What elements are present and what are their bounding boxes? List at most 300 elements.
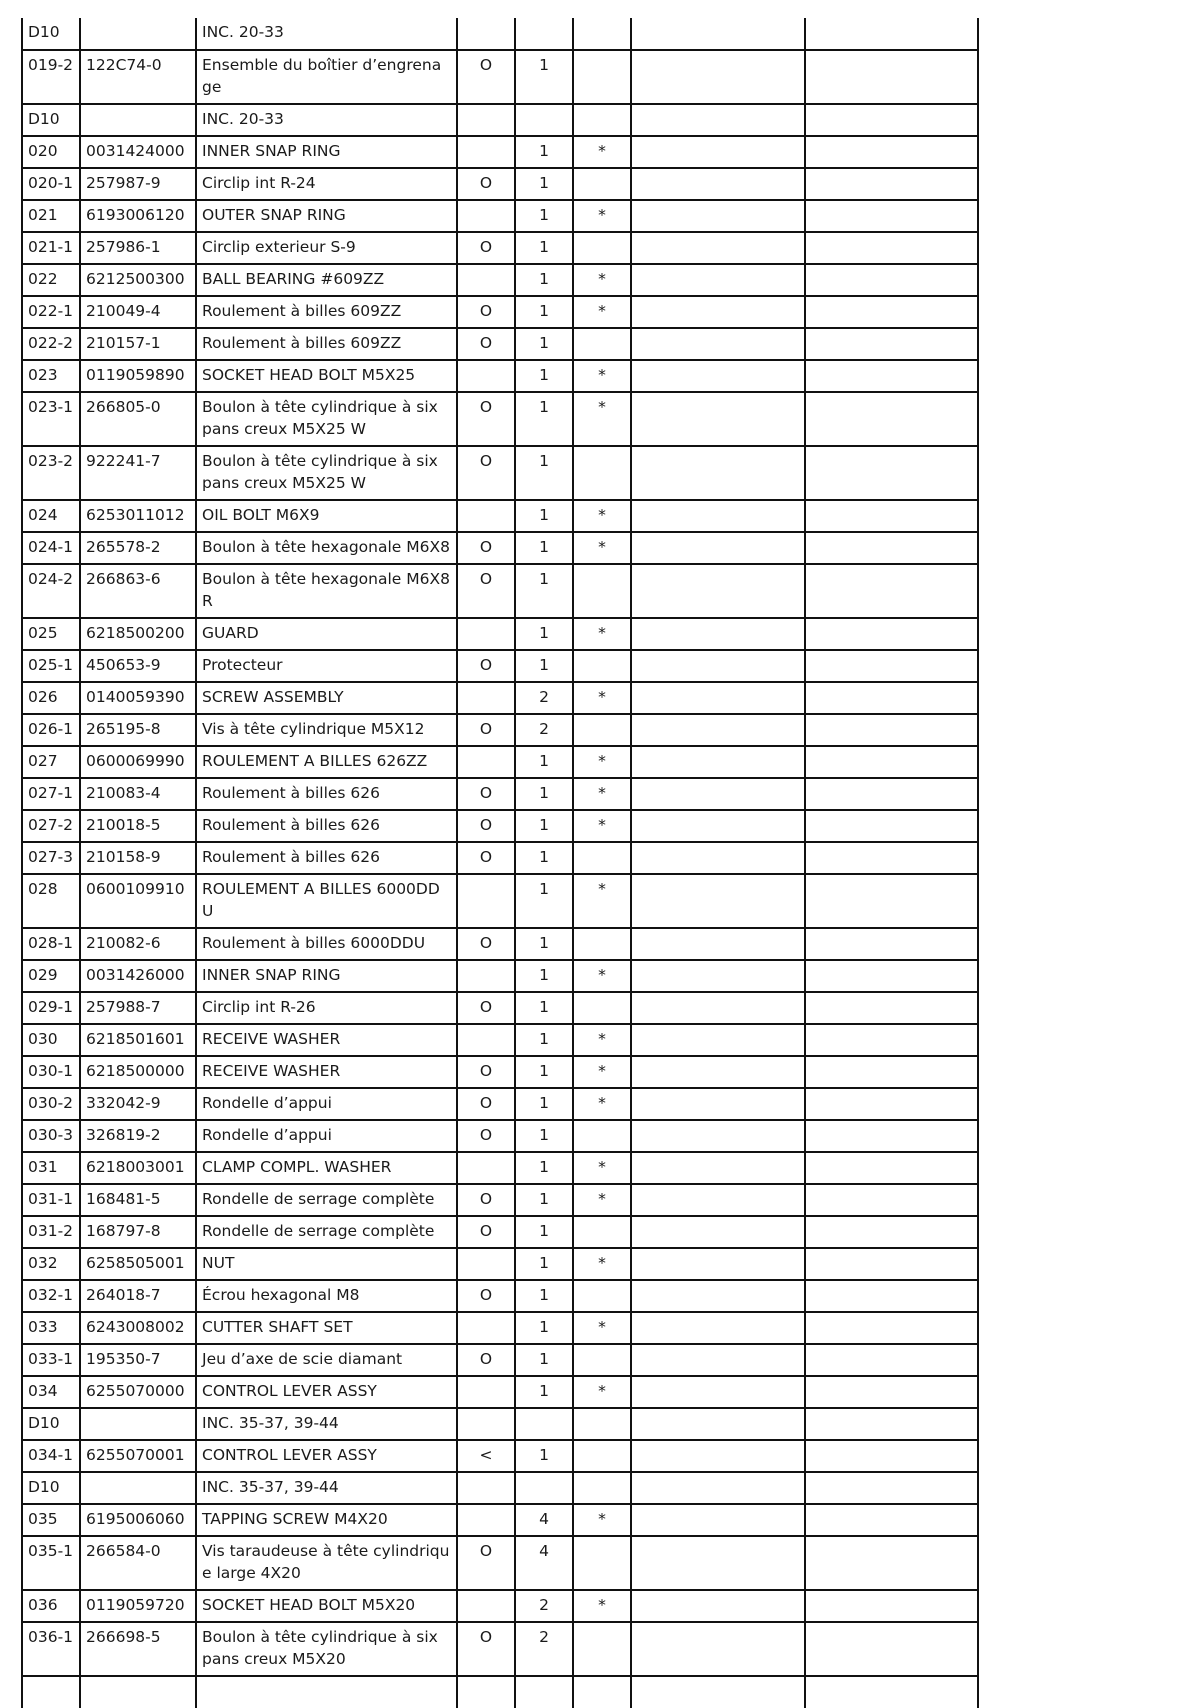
table-row	[22, 168, 978, 200]
part-code-cell: 6193006120	[80, 200, 196, 232]
part-code-cell: 265578-2	[80, 532, 196, 564]
empty-cell	[805, 50, 978, 104]
table-row	[22, 1216, 978, 1248]
mark-cell: *	[573, 874, 631, 928]
part-code-cell: 6195006060	[80, 1504, 196, 1536]
option-cell	[457, 746, 515, 778]
mark-cell	[573, 1408, 631, 1440]
item-number-cell: 030	[22, 1024, 80, 1056]
item-number-cell: 023-2	[22, 446, 80, 500]
description-cell: INC. 35-37, 39-44	[196, 1472, 457, 1504]
description-cell: GUARD	[196, 618, 457, 650]
item-number-cell: 020-1	[22, 168, 80, 200]
part-code-cell: 6212500300	[80, 264, 196, 296]
option-cell	[457, 1376, 515, 1408]
table-row	[22, 874, 978, 928]
empty-cell	[805, 1472, 978, 1504]
option-cell: O	[457, 328, 515, 360]
mark-cell: *	[573, 1590, 631, 1622]
mark-cell	[573, 1120, 631, 1152]
empty-cell	[631, 392, 805, 446]
empty-cell	[631, 360, 805, 392]
item-number-cell: 024-2	[22, 564, 80, 618]
quantity-cell	[515, 1472, 573, 1504]
table-row	[22, 1376, 978, 1408]
description-cell: OIL BOLT M6X9	[196, 500, 457, 532]
empty-cell	[631, 168, 805, 200]
description-cell: INC. 35-37, 39-44	[196, 1408, 457, 1440]
mark-cell: *	[573, 1312, 631, 1344]
table-row	[22, 392, 978, 446]
description-cell: Rondelle de serrage complète	[196, 1184, 457, 1216]
table-row	[22, 618, 978, 650]
table-row	[22, 960, 978, 992]
empty-cell	[631, 1536, 805, 1590]
quantity-cell: 1	[515, 168, 573, 200]
mark-cell: *	[573, 682, 631, 714]
part-code-cell: 6218501601	[80, 1024, 196, 1056]
empty-cell	[631, 746, 805, 778]
part-code-cell: 210018-5	[80, 810, 196, 842]
option-cell: O	[457, 532, 515, 564]
table-row	[22, 1024, 978, 1056]
quantity-cell: 1	[515, 232, 573, 264]
item-number-cell: 026-1	[22, 714, 80, 746]
option-cell	[457, 104, 515, 136]
empty-cell	[631, 1120, 805, 1152]
empty-cell	[805, 1056, 978, 1088]
mark-cell	[573, 1216, 631, 1248]
option-cell: O	[457, 1280, 515, 1312]
table-row	[22, 1536, 978, 1590]
empty-cell	[631, 532, 805, 564]
description-cell: SOCKET HEAD BOLT M5X25	[196, 360, 457, 392]
table-row	[22, 50, 978, 104]
quantity-cell: 2	[515, 1590, 573, 1622]
part-code-cell: 265195-8	[80, 714, 196, 746]
option-cell	[457, 1024, 515, 1056]
quantity-cell: 1	[515, 1312, 573, 1344]
option-cell: O	[457, 714, 515, 746]
part-code-cell: 257986-1	[80, 232, 196, 264]
empty-cell	[805, 1024, 978, 1056]
description-cell: Boulon à tête cylindrique à six pans creux M5X25 W	[196, 392, 457, 446]
empty-cell	[515, 1676, 573, 1708]
option-cell	[457, 1590, 515, 1622]
table-row	[22, 328, 978, 360]
part-code-cell: 122C74-0	[80, 50, 196, 104]
empty-cell	[631, 1056, 805, 1088]
mark-cell	[573, 1440, 631, 1472]
empty-cell	[805, 1152, 978, 1184]
empty-cell	[631, 264, 805, 296]
option-cell: O	[457, 992, 515, 1024]
table-row	[22, 1120, 978, 1152]
empty-cell	[805, 1344, 978, 1376]
quantity-cell: 1	[515, 1120, 573, 1152]
option-cell	[457, 1472, 515, 1504]
description-cell: Circlip int R-26	[196, 992, 457, 1024]
quantity-cell: 1	[515, 1248, 573, 1280]
empty-cell	[631, 328, 805, 360]
table-row	[22, 500, 978, 532]
quantity-cell: 1	[515, 778, 573, 810]
empty-cell	[631, 960, 805, 992]
option-cell: O	[457, 1088, 515, 1120]
option-cell	[457, 618, 515, 650]
empty-cell	[631, 500, 805, 532]
table-row	[22, 200, 978, 232]
table-row	[22, 104, 978, 136]
empty-cell	[805, 960, 978, 992]
item-number-cell: 024	[22, 500, 80, 532]
empty-cell	[631, 714, 805, 746]
mark-cell	[573, 446, 631, 500]
option-cell: O	[457, 1056, 515, 1088]
item-number-cell: 035-1	[22, 1536, 80, 1590]
empty-cell	[631, 446, 805, 500]
empty-cell	[631, 810, 805, 842]
empty-cell	[805, 1312, 978, 1344]
part-code-cell: 266863-6	[80, 564, 196, 618]
part-code-cell: 450653-9	[80, 650, 196, 682]
empty-cell	[631, 1312, 805, 1344]
empty-cell	[631, 842, 805, 874]
empty-cell	[805, 928, 978, 960]
table-row	[22, 1184, 978, 1216]
option-cell	[457, 874, 515, 928]
option-cell: O	[457, 1184, 515, 1216]
empty-cell	[805, 1676, 978, 1708]
mark-cell: *	[573, 392, 631, 446]
empty-cell	[631, 1408, 805, 1440]
option-cell	[457, 1312, 515, 1344]
quantity-cell: 1	[515, 992, 573, 1024]
description-cell: Roulement à billes 609ZZ	[196, 328, 457, 360]
quantity-cell: 1	[515, 810, 573, 842]
table-row	[22, 18, 978, 50]
item-number-cell: 025-1	[22, 650, 80, 682]
empty-cell	[805, 264, 978, 296]
empty-cell	[805, 746, 978, 778]
empty-cell	[805, 682, 978, 714]
item-number-cell: 032-1	[22, 1280, 80, 1312]
description-cell: CONTROL LEVER ASSY	[196, 1376, 457, 1408]
item-number-cell: 019-2	[22, 50, 80, 104]
empty-cell	[805, 1280, 978, 1312]
item-number-cell: 023	[22, 360, 80, 392]
quantity-cell: 1	[515, 500, 573, 532]
option-cell	[457, 1504, 515, 1536]
mark-cell	[573, 328, 631, 360]
mark-cell: *	[573, 778, 631, 810]
empty-cell	[805, 1536, 978, 1590]
empty-cell	[631, 564, 805, 618]
description-cell: Boulon à tête hexagonale M6X8	[196, 532, 457, 564]
empty-cell	[631, 1152, 805, 1184]
description-cell: Roulement à billes 609ZZ	[196, 296, 457, 328]
empty-cell	[805, 842, 978, 874]
option-cell: O	[457, 778, 515, 810]
empty-cell	[805, 564, 978, 618]
empty-cell	[631, 1676, 805, 1708]
item-number-cell: 027-2	[22, 810, 80, 842]
description-cell: SCREW ASSEMBLY	[196, 682, 457, 714]
item-number-cell: D10	[22, 1472, 80, 1504]
description-cell: Protecteur	[196, 650, 457, 682]
mark-cell	[573, 168, 631, 200]
quantity-cell: 1	[515, 746, 573, 778]
part-code-cell: 195350-7	[80, 1344, 196, 1376]
empty-cell	[631, 928, 805, 960]
part-code-cell	[80, 18, 196, 50]
item-number-cell: 026	[22, 682, 80, 714]
mark-cell	[573, 1472, 631, 1504]
item-number-cell: 021	[22, 200, 80, 232]
quantity-cell: 2	[515, 714, 573, 746]
description-cell: ROULEMENT A BILLES 626ZZ	[196, 746, 457, 778]
empty-cell	[631, 1024, 805, 1056]
part-code-cell: 0600109910	[80, 874, 196, 928]
part-code-cell: 6255070000	[80, 1376, 196, 1408]
mark-cell: *	[573, 532, 631, 564]
item-number-cell: 029-1	[22, 992, 80, 1024]
quantity-cell: 2	[515, 1622, 573, 1676]
table-row	[22, 928, 978, 960]
description-cell: INC. 20-33	[196, 18, 457, 50]
item-number-cell: 022-1	[22, 296, 80, 328]
part-code-cell: 6218003001	[80, 1152, 196, 1184]
table-row	[22, 1280, 978, 1312]
item-number-cell: 030-3	[22, 1120, 80, 1152]
item-number-cell: 033-1	[22, 1344, 80, 1376]
empty-cell	[805, 1120, 978, 1152]
parts-table	[21, 18, 979, 1708]
option-cell: O	[457, 1216, 515, 1248]
mark-cell: *	[573, 1184, 631, 1216]
description-cell: OUTER SNAP RING	[196, 200, 457, 232]
part-code-cell: 168481-5	[80, 1184, 196, 1216]
item-number-cell: 021-1	[22, 232, 80, 264]
item-number-cell: 035	[22, 1504, 80, 1536]
mark-cell: *	[573, 1088, 631, 1120]
empty-cell	[805, 992, 978, 1024]
empty-cell	[805, 778, 978, 810]
item-number-cell: 027-3	[22, 842, 80, 874]
description-cell: Roulement à billes 626	[196, 842, 457, 874]
item-number-cell: 028-1	[22, 928, 80, 960]
mark-cell: *	[573, 618, 631, 650]
empty-cell	[22, 1676, 80, 1708]
item-number-cell: 020	[22, 136, 80, 168]
empty-cell	[805, 532, 978, 564]
quantity-cell: 1	[515, 296, 573, 328]
option-cell: O	[457, 928, 515, 960]
option-cell	[457, 960, 515, 992]
quantity-cell	[515, 104, 573, 136]
empty-cell	[805, 104, 978, 136]
quantity-cell: 1	[515, 874, 573, 928]
empty-cell	[631, 296, 805, 328]
item-number-cell: 036	[22, 1590, 80, 1622]
quantity-cell: 4	[515, 1536, 573, 1590]
quantity-cell: 1	[515, 1440, 573, 1472]
empty-cell	[805, 714, 978, 746]
option-cell	[457, 18, 515, 50]
part-code-cell: 0140059390	[80, 682, 196, 714]
description-cell: ROULEMENT A BILLES 6000DDU	[196, 874, 457, 928]
item-number-cell: D10	[22, 1408, 80, 1440]
mark-cell: *	[573, 960, 631, 992]
quantity-cell: 1	[515, 842, 573, 874]
empty-cell	[805, 874, 978, 928]
description-cell: Ensemble du boîtier d’engrenage	[196, 50, 457, 104]
mark-cell: *	[573, 1024, 631, 1056]
quantity-cell: 1	[515, 446, 573, 500]
quantity-cell: 1	[515, 50, 573, 104]
description-cell: Boulon à tête cylindrique à six pans creux M5X25 W	[196, 446, 457, 500]
mark-cell: *	[573, 1152, 631, 1184]
empty-cell	[631, 1216, 805, 1248]
empty-cell	[631, 992, 805, 1024]
quantity-cell	[515, 1408, 573, 1440]
mark-cell: *	[573, 1056, 631, 1088]
table-row	[22, 1088, 978, 1120]
quantity-cell: 1	[515, 1152, 573, 1184]
empty-cell	[631, 1472, 805, 1504]
mark-cell: *	[573, 136, 631, 168]
option-cell: O	[457, 446, 515, 500]
table-row	[22, 842, 978, 874]
item-number-cell: D10	[22, 18, 80, 50]
mark-cell	[573, 992, 631, 1024]
empty-cell	[805, 1088, 978, 1120]
part-code-cell: 6218500200	[80, 618, 196, 650]
empty-cell	[805, 360, 978, 392]
mark-cell	[573, 564, 631, 618]
part-code-cell: 168797-8	[80, 1216, 196, 1248]
option-cell	[457, 1152, 515, 1184]
table-row	[22, 360, 978, 392]
part-code-cell: 6258505001	[80, 1248, 196, 1280]
option-cell: O	[457, 392, 515, 446]
option-cell: O	[457, 168, 515, 200]
part-code-cell: 0031426000	[80, 960, 196, 992]
part-code-cell: 332042-9	[80, 1088, 196, 1120]
empty-cell	[573, 1676, 631, 1708]
quantity-cell: 1	[515, 136, 573, 168]
empty-cell	[631, 1376, 805, 1408]
empty-cell	[631, 1088, 805, 1120]
item-number-cell: 025	[22, 618, 80, 650]
empty-cell	[631, 1590, 805, 1622]
description-cell: NUT	[196, 1248, 457, 1280]
empty-cell	[805, 1504, 978, 1536]
part-code-cell: 0600069990	[80, 746, 196, 778]
empty-cell	[805, 18, 978, 50]
mark-cell	[573, 1344, 631, 1376]
mark-cell: *	[573, 200, 631, 232]
mark-cell: *	[573, 746, 631, 778]
option-cell	[457, 136, 515, 168]
empty-cell	[631, 50, 805, 104]
description-cell: CUTTER SHAFT SET	[196, 1312, 457, 1344]
description-cell: INNER SNAP RING	[196, 960, 457, 992]
description-cell: Circlip int R-24	[196, 168, 457, 200]
part-code-cell: 210082-6	[80, 928, 196, 960]
quantity-cell: 1	[515, 1024, 573, 1056]
table-row	[22, 296, 978, 328]
empty-cell	[805, 136, 978, 168]
empty-cell	[631, 1622, 805, 1676]
empty-cell	[631, 1504, 805, 1536]
empty-cell	[805, 168, 978, 200]
option-cell: O	[457, 842, 515, 874]
empty-cell	[805, 500, 978, 532]
empty-cell	[805, 1440, 978, 1472]
part-code-cell: 0119059890	[80, 360, 196, 392]
quantity-cell: 1	[515, 1344, 573, 1376]
table-row	[22, 778, 978, 810]
empty-cell	[631, 618, 805, 650]
empty-cell	[805, 810, 978, 842]
empty-cell	[805, 1590, 978, 1622]
quantity-cell: 1	[515, 650, 573, 682]
part-code-cell: 326819-2	[80, 1120, 196, 1152]
table-row	[22, 1622, 978, 1676]
description-cell: CLAMP COMPL. WASHER	[196, 1152, 457, 1184]
mark-cell: *	[573, 264, 631, 296]
option-cell: O	[457, 650, 515, 682]
empty-cell	[631, 1280, 805, 1312]
mark-cell: *	[573, 360, 631, 392]
description-cell: Vis à tête cylindrique M5X12	[196, 714, 457, 746]
part-code-cell: 210157-1	[80, 328, 196, 360]
mark-cell	[573, 714, 631, 746]
empty-cell	[457, 1676, 515, 1708]
empty-cell	[805, 200, 978, 232]
empty-cell	[805, 1248, 978, 1280]
item-number-cell: 024-1	[22, 532, 80, 564]
description-cell: Jeu d’axe de scie diamant	[196, 1344, 457, 1376]
empty-cell	[805, 618, 978, 650]
part-code-cell: 210158-9	[80, 842, 196, 874]
table-row	[22, 1408, 978, 1440]
quantity-cell: 1	[515, 618, 573, 650]
item-number-cell: D10	[22, 104, 80, 136]
part-code-cell: 266805-0	[80, 392, 196, 446]
mark-cell: *	[573, 1504, 631, 1536]
empty-cell	[805, 1376, 978, 1408]
empty-cell	[805, 446, 978, 500]
quantity-cell: 1	[515, 200, 573, 232]
table-row	[22, 264, 978, 296]
mark-cell	[573, 104, 631, 136]
empty-cell	[805, 232, 978, 264]
item-number-cell: 030-1	[22, 1056, 80, 1088]
item-number-cell: 027-1	[22, 778, 80, 810]
mark-cell	[573, 232, 631, 264]
description-cell: Roulement à billes 626	[196, 778, 457, 810]
quantity-cell: 1	[515, 1376, 573, 1408]
mark-cell: *	[573, 1248, 631, 1280]
option-cell	[457, 500, 515, 532]
description-cell: BALL BEARING #609ZZ	[196, 264, 457, 296]
empty-cell	[631, 18, 805, 50]
table-row	[22, 1504, 978, 1536]
option-cell	[457, 264, 515, 296]
empty-cell	[631, 650, 805, 682]
